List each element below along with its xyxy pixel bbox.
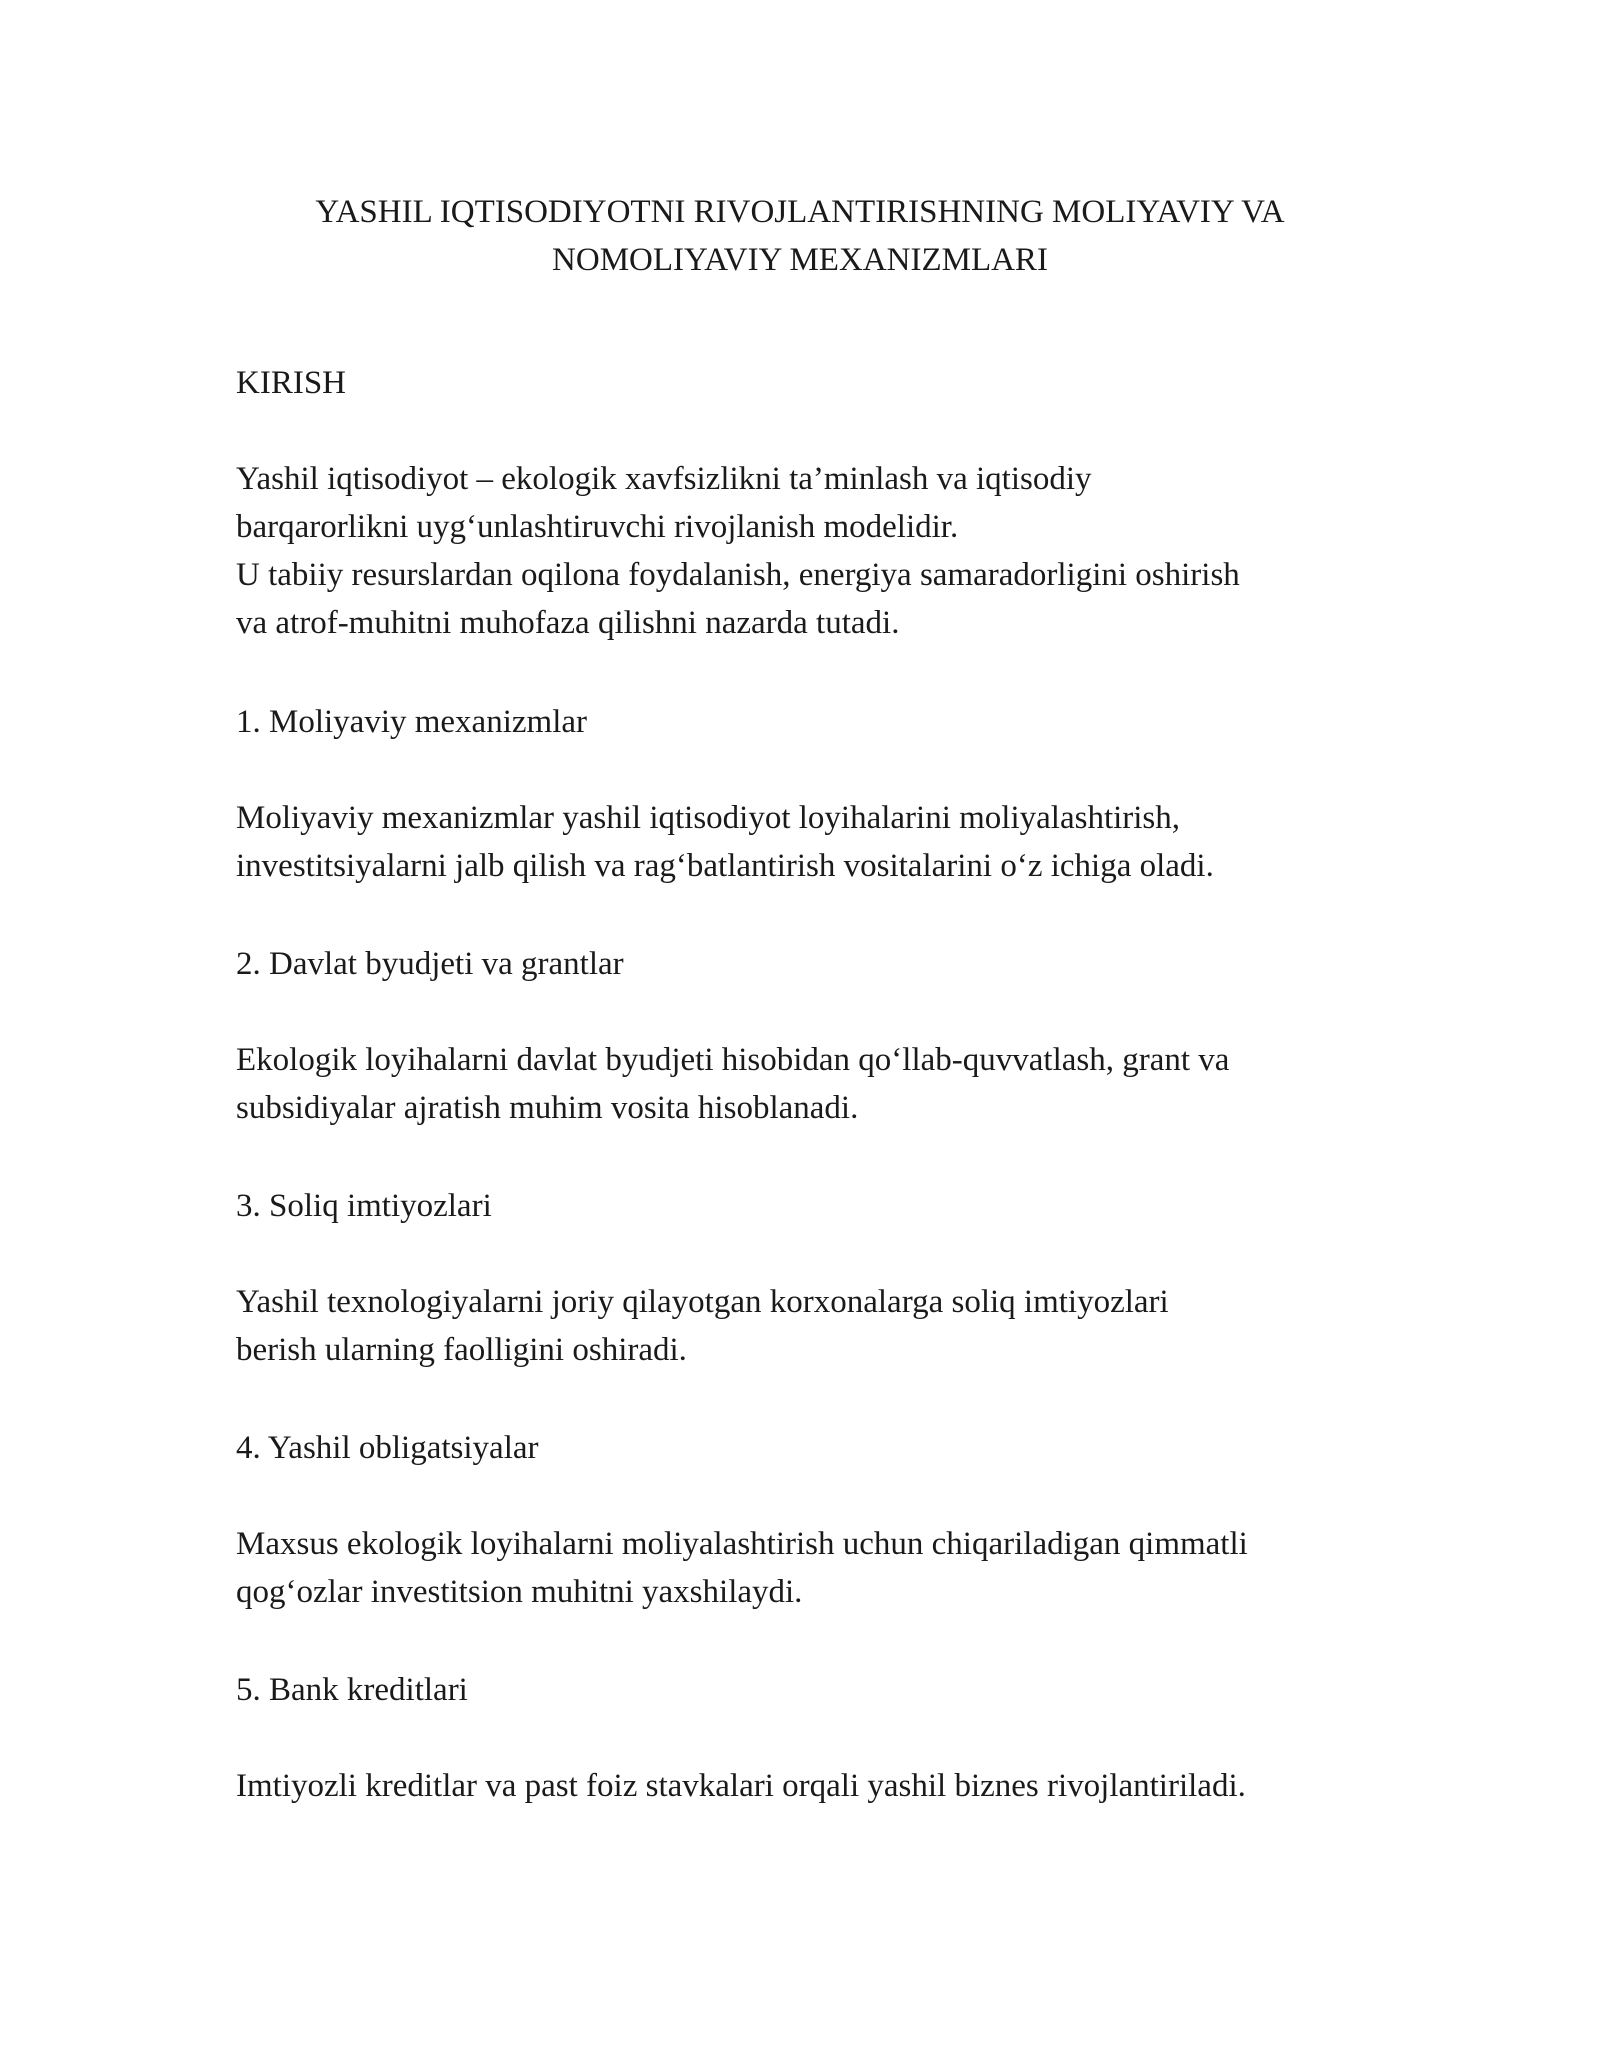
paragraph-line: berish ularning faolligini oshiradi. [236, 1332, 687, 1368]
section-heading-2: 2. Davlat byudjeti va grantlar [236, 946, 624, 982]
paragraph-line: U tabiiy resurslardan oqilona foydalanish, energiya samaradorligini oshirish [236, 557, 1240, 593]
title-line: NOMOLIYAVIY MEXANIZMLARI [552, 242, 1048, 278]
paragraph-line: Yashil texnologiyalarni joriy qilayotgan korxonalarga soliq imtiyozlari [236, 1284, 1169, 1320]
paragraph-line: investitsiyalarni jalb qilish va rag‘batlantirish vositalarini o‘z ichiga oladi. [236, 848, 1214, 884]
paragraph-line: Moliyaviy mexanizmlar yashil iqtisodiyot loyihalarini moliyalashtirish, [236, 800, 1181, 836]
paragraph-line: Ekologik loyihalarni davlat byudjeti hisobidan qo‘llab-quvvatlash, grant va [236, 1042, 1230, 1078]
section-heading-1: 1. Moliyaviy mexanizmlar [236, 704, 587, 740]
section-paragraph-4 [236, 1520, 1386, 1616]
section-paragraph-2 [236, 1036, 1386, 1132]
intro-paragraph [236, 455, 1386, 647]
section-heading-5: 5. Bank kreditlari [236, 1672, 468, 1708]
intro-heading: KIRISH [236, 365, 347, 401]
section-paragraph-5 [236, 1762, 1386, 1810]
paragraph-line: Maxsus ekologik loyihalarni moliyalashtirish uchun chiqariladigan qimmatli [236, 1526, 1248, 1562]
paragraph-line: qog‘ozlar investitsion muhitni yaxshilaydi. [236, 1574, 803, 1610]
section-heading-4: 4. Yashil obligatsiyalar [236, 1430, 539, 1466]
document-title [200, 188, 1400, 284]
paragraph-line: barqarorlikni uyg‘unlashtiruvchi rivojlanish modelidir. [236, 509, 959, 545]
section-heading-3: 3. Soliq imtiyozlari [236, 1188, 492, 1224]
paragraph-line: Yashil iqtisodiyot – ekologik xavfsizlikni ta’minlash va iqtisodiy [236, 461, 1092, 497]
paragraph-line: subsidiyalar ajratish muhim vosita hisoblanadi. [236, 1090, 859, 1126]
title-line: YASHIL IQTISODIYOTNI RIVOJLANTIRISHNING MOLIYAVIY VA [315, 194, 1285, 230]
section-paragraph-1 [236, 794, 1386, 890]
section-paragraph-3 [236, 1278, 1386, 1374]
paragraph-line: Imtiyozli kreditlar va past foiz stavkalari orqali yashil biznes rivojlantiriladi. [236, 1768, 1246, 1804]
paragraph-line: va atrof-muhitni muhofaza qilishni nazarda tutadi. [236, 605, 900, 641]
